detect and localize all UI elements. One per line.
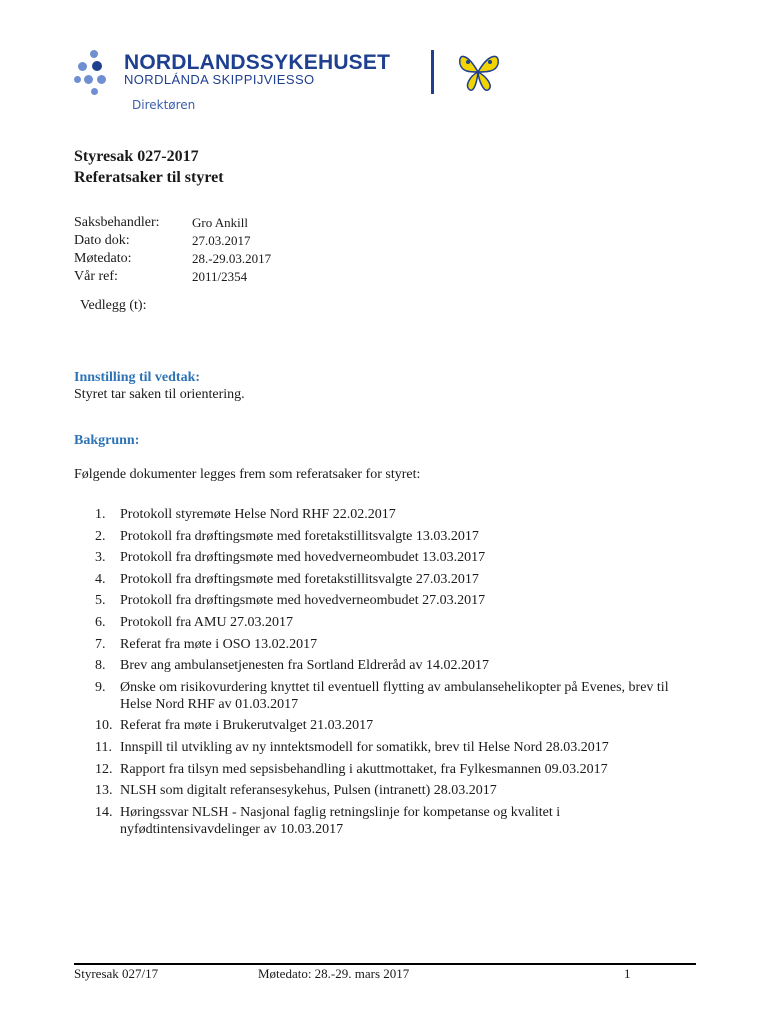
- list-text: Protokoll fra drøftingsmøte med foretakstillitsvalgte 27.03.2017: [120, 571, 479, 587]
- document-title: [74, 146, 224, 188]
- meta-label: Saksbehandler:: [74, 215, 160, 230]
- footer-case: Styresak 027/17: [74, 966, 159, 981]
- list-item: [95, 592, 675, 609]
- list-number: 13.: [95, 783, 113, 799]
- list-number: 5.: [95, 593, 106, 609]
- list-text: Protokoll fra drøftingsmøte med foretakstillitsvalgte 13.03.2017: [120, 528, 479, 544]
- page-number: 1: [624, 966, 631, 981]
- list-number: 8.: [95, 658, 106, 674]
- list-item: [95, 528, 675, 545]
- meta-label: Dato dok:: [74, 233, 130, 248]
- case-title: Referatsaker til styret: [74, 169, 224, 186]
- list-item: [95, 614, 675, 631]
- list-text: Innspill til utvikling av ny inntektsmodell for somatikk, brev til Helse Nord 28.03.2017: [120, 739, 609, 755]
- header-logo: [74, 50, 514, 120]
- list-number: 7.: [95, 636, 106, 652]
- list-number: 2.: [95, 528, 106, 544]
- document-list: [95, 506, 675, 842]
- list-number: 3.: [95, 550, 106, 566]
- list-item: [95, 506, 675, 523]
- list-text: Referat fra møte i Brukerutvalget 21.03.2017: [120, 718, 374, 734]
- list-item: [95, 657, 675, 674]
- logo-divider: [431, 50, 434, 94]
- meta-value: 28.-29.03.2017: [192, 251, 272, 266]
- case-metadata: [74, 214, 271, 286]
- list-item: [95, 717, 675, 734]
- list-text: Referat fra møte i OSO 13.02.2017: [120, 636, 318, 652]
- list-number: 14.: [95, 804, 113, 820]
- meta-value: 2011/2354: [192, 269, 248, 284]
- list-text: Protokoll fra drøftingsmøte med hovedverneombudet 13.03.2017: [120, 550, 486, 566]
- list-text: NLSH som digitalt referansesykehus, Pulsen (intranett) 28.03.2017: [120, 783, 497, 799]
- list-item: [95, 549, 675, 566]
- meta-row: [74, 214, 271, 232]
- list-text: Ønske om risikovurdering knyttet til eventuell flytting av ambulansehelikopter på Evenes, brev til Helse Nord RHF av 01.03.2017: [120, 679, 669, 712]
- list-text: Rapport fra tilsyn med sepsisbehandling i akuttmottaket, fra Fylkesmannen 09.03.2017: [120, 761, 608, 777]
- list-text: Protokoll fra AMU 27.03.2017: [120, 614, 294, 630]
- list-number: 10.: [95, 718, 113, 734]
- department-label: Direktøren: [132, 98, 196, 112]
- meta-row: [74, 250, 271, 268]
- list-item: [95, 782, 675, 799]
- meta-value: 27.03.2017: [192, 233, 251, 248]
- list-item: [95, 571, 675, 588]
- background-heading: Bakgrunn:: [74, 433, 140, 448]
- meta-label: Møtedato:: [74, 251, 132, 266]
- list-number: 12.: [95, 761, 113, 777]
- recommendation-section: [74, 369, 245, 403]
- logo-dots-icon: [74, 50, 114, 100]
- list-item: [95, 739, 675, 756]
- list-number: 1.: [95, 507, 106, 522]
- list-number: 9.: [95, 679, 106, 695]
- meta-row: [74, 232, 271, 250]
- list-text: Protokoll styremøte Helse Nord RHF 22.02.2017: [120, 507, 396, 522]
- recommendation-heading: Innstilling til vedtak:: [74, 370, 201, 385]
- butterfly-icon: [454, 50, 502, 94]
- meta-row: [74, 268, 271, 286]
- meta-label: Vår ref:: [74, 269, 118, 284]
- brand-name: NORDLANDSSYKEHUSET: [124, 51, 391, 74]
- list-item: [95, 636, 675, 653]
- list-item: [95, 804, 675, 838]
- list-number: 4.: [95, 571, 106, 587]
- list-item: [95, 679, 675, 713]
- list-number: 6.: [95, 614, 106, 630]
- attachments-label: Vedlegg (t):: [80, 298, 147, 313]
- case-number: Styresak 027-2017: [74, 148, 199, 165]
- list-text: Brev ang ambulansetjenesten fra Sortland Eldreråd av 14.02.2017: [120, 658, 489, 674]
- brand-subname: NORDLÁNDA SKIPPIJVIESSO: [124, 72, 315, 87]
- background-intro: Følgende dokumenter legges frem som referatsaker for styret:: [74, 467, 421, 482]
- list-number: 11.: [95, 739, 112, 755]
- list-text: Protokoll fra drøftingsmøte med hovedverneombudet 27.03.2017: [120, 593, 486, 609]
- meta-value: Gro Ankill: [192, 215, 248, 230]
- recommendation-text: Styret tar saken til orientering.: [74, 387, 245, 402]
- list-text: Høringssvar NLSH - Nasjonal faglig retningslinje for kompetanse og kvalitet i nyfødtintensivavdelinger av 10.03.2017: [120, 804, 561, 837]
- footer-meeting-date: Møtedato: 28.-29. mars 2017: [258, 966, 410, 981]
- footer-divider: [74, 963, 696, 965]
- list-item: [95, 761, 675, 778]
